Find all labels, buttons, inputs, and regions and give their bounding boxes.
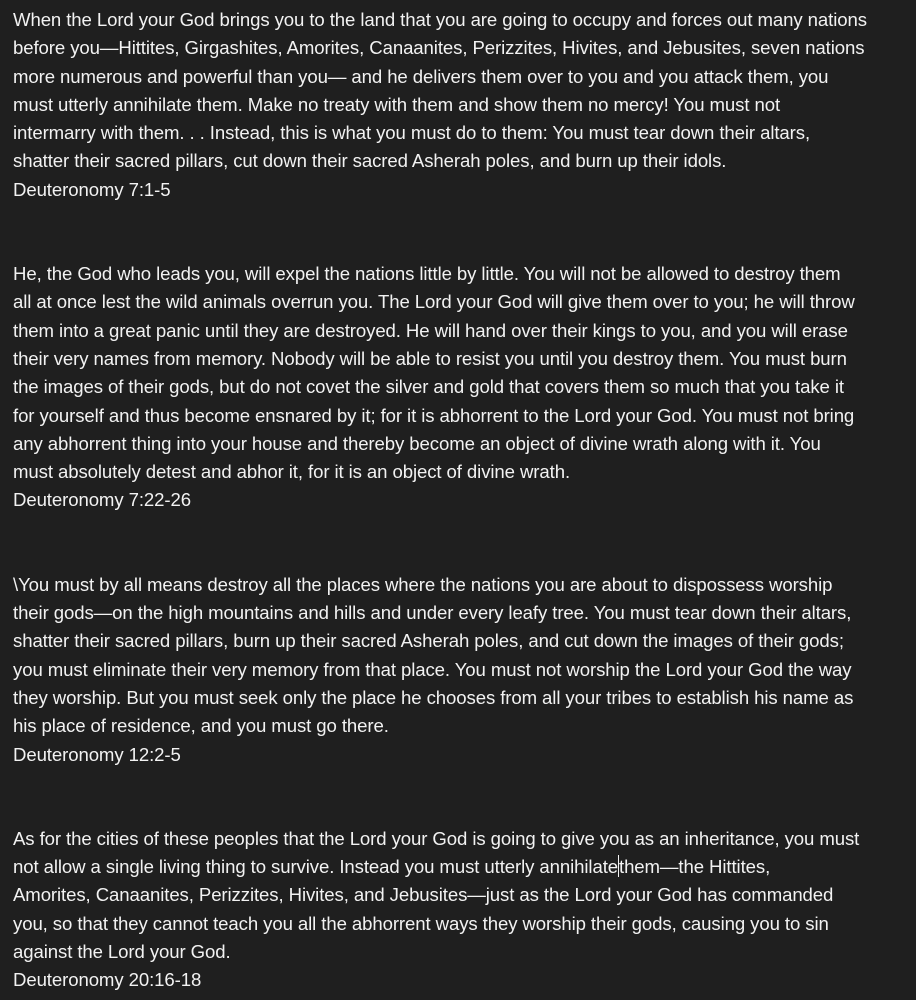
blank-lines: [13, 769, 916, 825]
blank-lines: [13, 204, 916, 260]
passage-reference: Deuteronomy 7:1-5: [13, 178, 171, 200]
passage-deuteronomy-7-1-5: [13, 6, 916, 204]
text-after-cursor: them—the Hittites, Amorites, Canaanites, Perizzites, Hivites, and Jebusites—just as the Lord your God has commanded you, so that they cannot teach you all the abhorrent ways they worship their gods, causing you to sin against the Lord your God.: [13, 856, 834, 963]
passage-text: When the Lord your God brings you to the land that you are going to occupy and forces out many nations before you—Hittites, Girgashites, Amorites, Canaanites, Perizzites, Hivites, and Jebusites, seven nations more numerous and powerful than you— and he delivers them over to you and you attack them, you must utterly annihilate them. Make no treaty with them and show them no mercy! You must not intermarry with them. . . Instead, this is what you must do to them: You must tear down their altars, shatter their sacred pillars, cut down their sacred Asherah poles, and burn up their idols.: [13, 9, 867, 172]
passage-reference: Deuteronomy 20:16-18: [13, 969, 202, 991]
passage-text: \You must by all means destroy all the places where the nations you are about to dispossess worship their gods—on the high mountains and hills and under every leafy tree. You must tear down their altars, shatter their sacred pillars, burn up their sacred Asherah poles, and cut down the images of their gods; you must eliminate their very memory from that place. You must not worship the Lord your God the way they worship. But you must seek only the place he chooses from all your tribes to establish his name as his place of residence, and you must go there.: [13, 573, 854, 737]
passage-deuteronomy-7-22-26: [13, 260, 916, 515]
text-before-cursor: As for the cities of these peoples that the Lord your God is going to give you as an inheritance, you must not allow a single living thing to survive. Instead you must utterly annihilate: [13, 827, 860, 878]
passage-reference: Deuteronomy 12:2-5: [13, 743, 181, 765]
passage-deuteronomy-12-2-5: [13, 571, 916, 769]
passage-deuteronomy-20-16-18: [13, 825, 916, 995]
passage-text: He, the God who leads you, will expel the nations little by little. You will not be allowed to destroy them all at once lest the wild animals overrun you. The Lord your God will give them over to you; he will throw them into a great panic until they are destroyed. He will hand over their kings to you, and you will erase their very names from memory. Nobody will be able to resist you until you destroy them. You must burn the images of their gods, but do not covet the silver and gold that covers them so much that you take it for yourself and thus become ensnared by it; for it is abhorrent to the Lord your God. You must not bring any abhorrent thing into your house and thereby become an object of divine wrath along with it. You must absolutely detest and abhor it, for it is an object of divine wrath.: [13, 263, 855, 483]
passage-reference: Deuteronomy 7:22-26: [13, 489, 191, 511]
passage-text-with-cursor: [13, 825, 916, 966]
blank-lines: [13, 515, 916, 571]
